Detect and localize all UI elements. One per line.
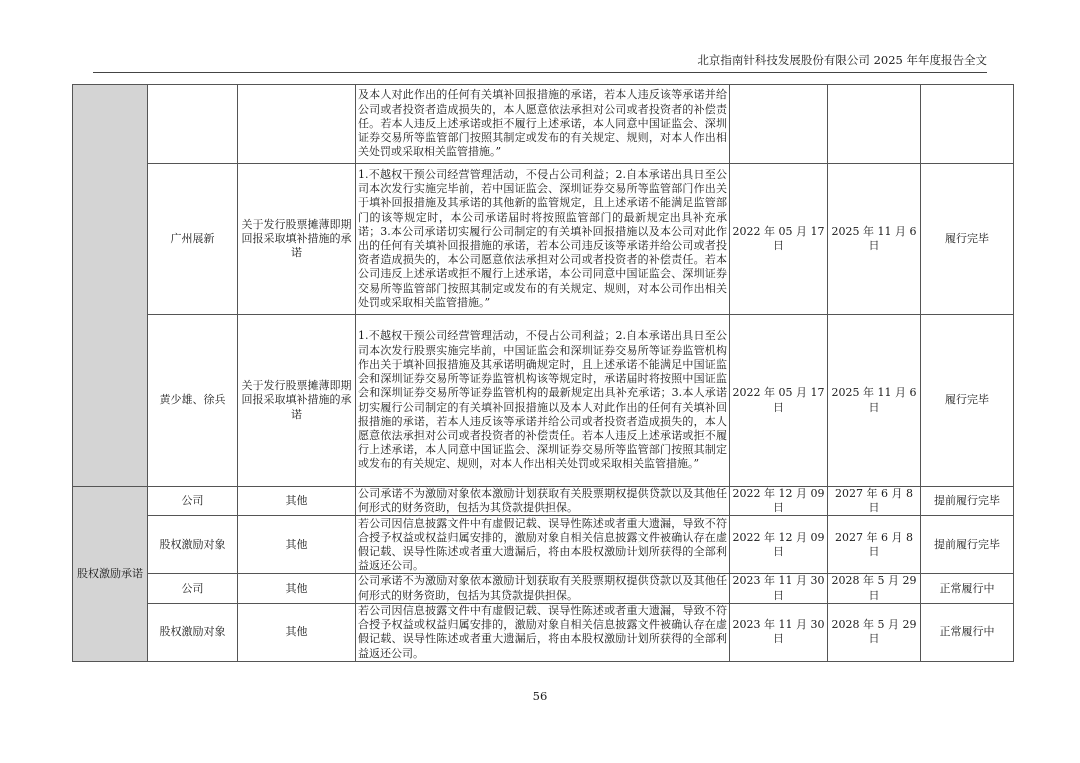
commitments-table [72, 84, 1014, 662]
content-cell: 若公司因信息披露文件中有虚假记载、误导性陈述或者重大遗漏，导致不符合授予权益或权益归属安排的，激励对象自相关信息披露文件被确认存在虚假记载、误导性陈述或者重大遗漏后，将由本股权激励计划所获得的全部利益返还公司。 [356, 603, 730, 661]
status-cell: 提前履行完毕 [921, 516, 1014, 574]
date-cell [730, 85, 828, 164]
deadline-cell: 2025 年 11 月 6 日 [828, 315, 921, 487]
type-cell: 关于发行股票摊薄即期回报采取填补措施的承诺 [238, 164, 356, 315]
party-cell: 公司 [148, 574, 238, 603]
status-cell: 正常履行中 [921, 574, 1014, 603]
table-row [73, 487, 1014, 516]
table-row [73, 516, 1014, 574]
party-cell: 股权激励对象 [148, 603, 238, 661]
type-cell [238, 85, 356, 164]
party-cell: 股权激励对象 [148, 516, 238, 574]
category-cell [73, 85, 148, 487]
deadline-cell: 2027 年 6 月 8 日 [828, 487, 921, 516]
page-number: 56 [532, 689, 548, 703]
content-cell: 及本人对此作出的任何有关填补回报措施的承诺，若本人违反该等承诺并给公司或者投资者造成损失的，本人愿意依法承担对公司或者投资者的补偿责任。若本人违反上述承诺或拒不履行上述承诺，本人同意中国证监会、深圳证券交易所等监管部门按照其制定或发布的有关规定、规则，对本人作出相关处罚或采取相关监管措施。” [356, 85, 730, 164]
type-cell: 其他 [238, 516, 356, 574]
category-cell: 股权激励承诺 [73, 487, 148, 662]
table-row [73, 85, 1014, 164]
date-cell: 2023 年 11 月 30 日 [730, 574, 828, 603]
header-divider [93, 72, 987, 73]
party-cell: 黄少雄、徐兵 [148, 315, 238, 487]
deadline-cell [828, 85, 921, 164]
date-cell: 2023 年 11 月 30 日 [730, 603, 828, 661]
content-cell: 1.不越权干预公司经营管理活动，不侵占公司利益；2.自本承诺出具日至公司本次发行实施完毕前，若中国证监会、深圳证券交易所等监管部门作出关于填补回报措施及其承诺的其他新的监管规定，且上述承诺不能满足监管部门的该等规定时，本公司承诺届时将按照监管部门的最新规定出具补充承诺；3.本公司承诺切实履行公司制定的有关填补回报措施以及本公司对此作出的任何有关填补回报措施的承诺，若本公司违反该等承诺并给公司或者投资者造成损失的，本公司愿意依法承担对公司或者投资者的补偿责任。若本公司违反上述承诺或拒不履行上述承诺，本公司同意中国证监会、深圳证券交易所等监管部门按照其制定或发布的有关规定、规则，对本公司作出相关处罚或采取相关监管措施。” [356, 164, 730, 315]
status-cell: 履行完毕 [921, 315, 1014, 487]
status-cell [921, 85, 1014, 164]
type-cell: 其他 [238, 487, 356, 516]
table-row [73, 315, 1014, 487]
status-cell: 正常履行中 [921, 603, 1014, 661]
party-cell: 广州展新 [148, 164, 238, 315]
report-header-title: 北京指南针科技发展股份有限公司 2025 年年度报告全文 [697, 53, 987, 67]
date-cell: 2022 年 12 月 09 日 [730, 516, 828, 574]
type-cell: 关于发行股票摊薄即期回报采取填补措施的承诺 [238, 315, 356, 487]
content-cell: 若公司因信息披露文件中有虚假记载、误导性陈述或者重大遗漏，导致不符合授予权益或权益归属安排的，激励对象自相关信息披露文件被确认存在虚假记载、误导性陈述或者重大遗漏后，将由本股权激励计划所获得的全部利益返还公司。 [356, 516, 730, 574]
content-cell: 公司承诺不为激励对象依本激励计划获取有关股票期权提供贷款以及其他任何形式的财务资助，包括为其贷款提供担保。 [356, 574, 730, 603]
date-cell: 2022 年 12 月 09 日 [730, 487, 828, 516]
date-cell: 2022 年 05 月 17 日 [730, 164, 828, 315]
status-cell: 履行完毕 [921, 164, 1014, 315]
content-cell: 1.不越权干预公司经营管理活动，不侵占公司利益；2.自本承诺出具日至公司本次发行股票实施完毕前，中国证监会和深圳证券交易所等证券监管机构作出关于填补回报措施及其承诺明确规定时，且上述承诺不能满足中国证监会和深圳证券交易所等证券监管机构该等规定时，承诺届时将按照中国证监会和深圳证券交易所等证券监管机构的最新规定出具补充承诺；3.本人承诺切实履行公司制定的有关填补回报措施以及本人对此作出的任何有关填补回报措施的承诺，若本人违反该等承诺并给公司或者投资者造成损失的，本人愿意依法承担对公司或者投资者的补偿责任。若本人违反上述承诺或拒不履行上述承诺，本人同意中国证监会、深圳证券交易所等监管部门按照其制定或发布的有关规定、规则，对本人作出相关处罚或采取相关监管措施。” [356, 315, 730, 487]
deadline-cell: 2028 年 5 月 29 日 [828, 603, 921, 661]
type-cell: 其他 [238, 603, 356, 661]
deadline-cell: 2025 年 11 月 6 日 [828, 164, 921, 315]
type-cell: 其他 [238, 574, 356, 603]
party-cell: 公司 [148, 487, 238, 516]
content-cell: 公司承诺不为激励对象依本激励计划获取有关股票期权提供贷款以及其他任何形式的财务资助，包括为其贷款提供担保。 [356, 487, 730, 516]
table-row [73, 164, 1014, 315]
party-cell [148, 85, 238, 164]
deadline-cell: 2027 年 6 月 8 日 [828, 516, 921, 574]
deadline-cell: 2028 年 5 月 29 日 [828, 574, 921, 603]
status-cell: 提前履行完毕 [921, 487, 1014, 516]
table-row [73, 574, 1014, 603]
table-row [73, 603, 1014, 661]
date-cell: 2022 年 05 月 17 日 [730, 315, 828, 487]
